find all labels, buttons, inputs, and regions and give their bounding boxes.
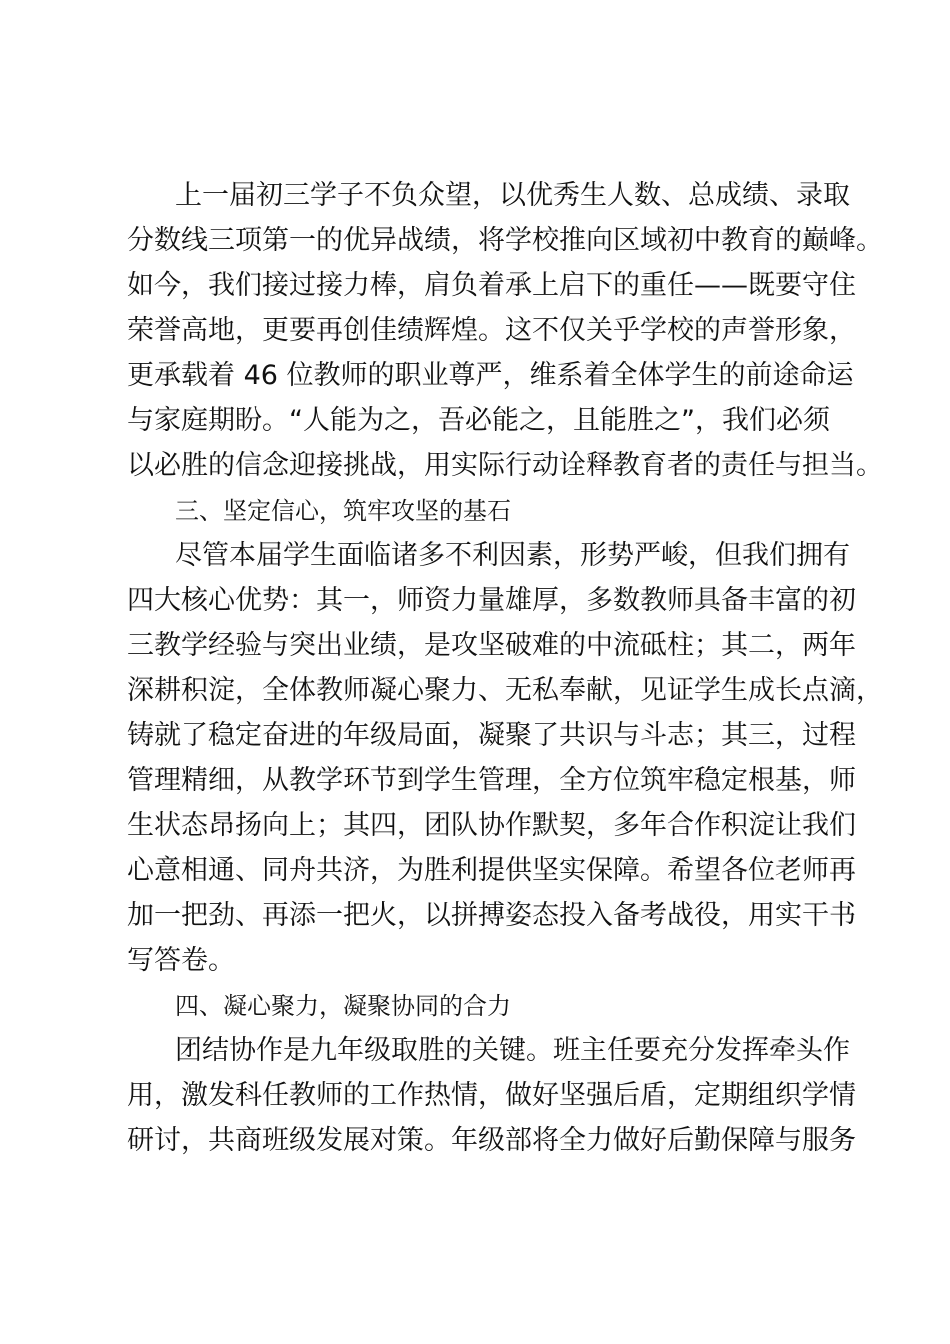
paragraph-line: 管理精细，从教学环节到学生管理，全方位筑牢稳定根基，师 (127, 765, 856, 796)
paragraph-line: 分数线三项第一的优异战绩，将学校推向区域初中教育的巅峰。 (127, 225, 883, 256)
paragraph-line: 荣誉高地，更要再创佳绩辉煌。这不仅关乎学校的声誉形象， (127, 315, 856, 346)
paragraph-line: 研讨，共商班级发展对策。年级部将全力做好后勤保障与服务 (127, 1125, 856, 1156)
paragraph-line: 以必胜的信念迎接挑战，用实际行动诠释教育者的责任与担当。 (127, 450, 883, 481)
paragraph-line: 用，激发科任教师的工作热情，做好坚强后盾，定期组织学情 (127, 1080, 856, 1111)
paragraph-line: 深耕积淀，全体教师凝心聚力、无私奉献，见证学生成长点滴， (127, 675, 883, 706)
paragraph-line: 上一届初三学子不负众望，以优秀生人数、总成绩、录取 (175, 180, 850, 211)
paragraph-line: 三教学经验与突出业绩，是攻坚破难的中流砥柱；其二，两年 (127, 630, 856, 661)
paragraph-line: 心意相通、同舟共济，为胜利提供坚实保障。希望各位老师再 (127, 855, 856, 886)
paragraph-line: 生状态昂扬向上；其四，团队协作默契，多年合作积淀让我们 (127, 810, 856, 841)
paragraph-line: 加一把劲、再添一把火，以拼搏姿态投入备考战役，用实干书 (127, 900, 856, 931)
paragraph-line: 写答卷。 (127, 945, 235, 976)
paragraph-line: 更承载着 46 位教师的职业尊严，维系着全体学生的前途命运 (127, 360, 854, 391)
section-heading-3: 三、坚定信心，筑牢攻坚的基石 (175, 497, 511, 525)
paragraph-line: 四大核心优势：其一，师资力量雄厚，多数教师具备丰富的初 (127, 585, 856, 616)
paragraph-line: 铸就了稳定奋进的年级局面，凝聚了共识与斗志；其三，过程 (127, 720, 856, 751)
paragraph-line: 尽管本届学生面临诸多不利因素，形势严峻，但我们拥有 (175, 540, 850, 571)
section-heading-4: 四、凝心聚力，凝聚协同的合力 (175, 992, 511, 1020)
paragraph-line: 与家庭期盼。“人能为之，吾必能之，且能胜之”，我们必须 (127, 405, 830, 436)
paragraph-line: 团结协作是九年级取胜的关键。班主任要充分发挥牵头作 (175, 1035, 850, 1066)
paragraph-line: 如今，我们接过接力棒，肩负着承上启下的重任——既要守住 (127, 270, 856, 301)
